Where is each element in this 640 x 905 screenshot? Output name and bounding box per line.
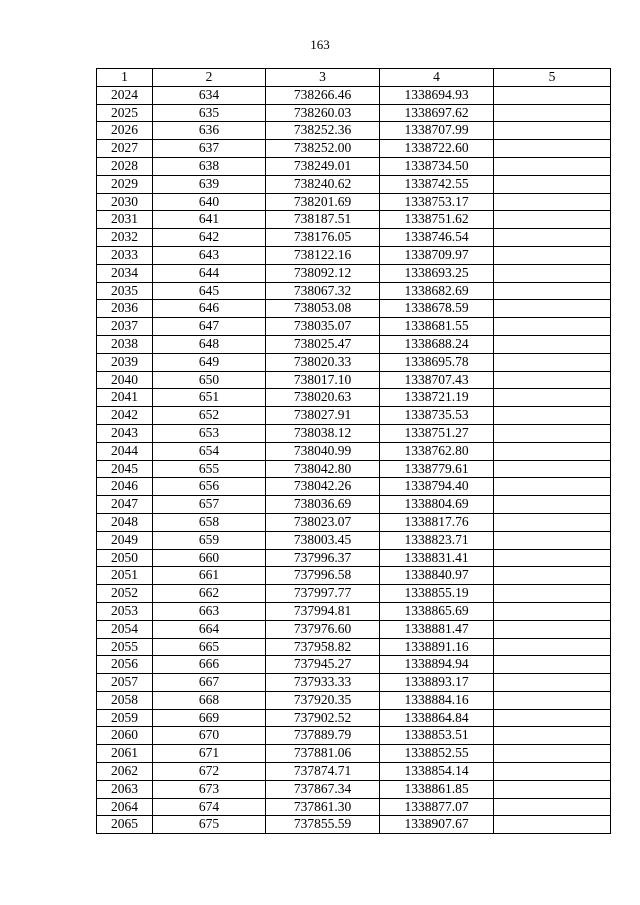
table-cell: 738027.91: [266, 407, 380, 425]
table-cell: [494, 816, 611, 834]
table-cell: [494, 122, 611, 140]
table-cell: 647: [153, 318, 266, 336]
table-cell: 1338840.97: [380, 567, 494, 585]
table-cell: 1338746.54: [380, 229, 494, 247]
table-cell: [494, 424, 611, 442]
table-cell: 652: [153, 407, 266, 425]
table-cell: 665: [153, 638, 266, 656]
table-cell: 738053.08: [266, 300, 380, 318]
table-cell: 1338855.19: [380, 585, 494, 603]
table-row: [97, 86, 611, 104]
table-cell: 2032: [97, 229, 153, 247]
table-row: [97, 638, 611, 656]
table-cell: 737958.82: [266, 638, 380, 656]
table-row: [97, 442, 611, 460]
table-cell: 2063: [97, 780, 153, 798]
table-cell: 738249.01: [266, 157, 380, 175]
table-cell: 738020.63: [266, 389, 380, 407]
table-cell: 675: [153, 816, 266, 834]
table-cell: 738017.10: [266, 371, 380, 389]
table-cell: 1338688.24: [380, 335, 494, 353]
table-cell: 657: [153, 496, 266, 514]
table-cell: 738187.51: [266, 211, 380, 229]
table-row: [97, 211, 611, 229]
table-cell: 738020.33: [266, 353, 380, 371]
table-cell: [494, 674, 611, 692]
table-cell: 738240.62: [266, 175, 380, 193]
table-row: [97, 798, 611, 816]
table-cell: 1338893.17: [380, 674, 494, 692]
table-cell: 668: [153, 691, 266, 709]
table-cell: 1338861.85: [380, 780, 494, 798]
table-cell: 639: [153, 175, 266, 193]
table-cell: 2038: [97, 335, 153, 353]
table-cell: 737881.06: [266, 745, 380, 763]
table-cell: 2060: [97, 727, 153, 745]
table-cell: [494, 798, 611, 816]
table-cell: 1338891.16: [380, 638, 494, 656]
table-cell: 645: [153, 282, 266, 300]
table-cell: 738038.12: [266, 424, 380, 442]
table-cell: 737867.34: [266, 780, 380, 798]
table-row: [97, 620, 611, 638]
table-cell: 2059: [97, 709, 153, 727]
table-cell: 2051: [97, 567, 153, 585]
table-cell: 642: [153, 229, 266, 247]
table-cell: [494, 531, 611, 549]
table-cell: [494, 211, 611, 229]
table-cell: 653: [153, 424, 266, 442]
table-row: [97, 246, 611, 264]
table-cell: 738122.16: [266, 246, 380, 264]
table-row: [97, 513, 611, 531]
table-cell: 1338881.47: [380, 620, 494, 638]
table-cell: 2044: [97, 442, 153, 460]
table-header-row: [97, 69, 611, 87]
table-cell: 640: [153, 193, 266, 211]
table-cell: [494, 300, 611, 318]
table-cell: 738036.69: [266, 496, 380, 514]
table-row: [97, 585, 611, 603]
table-cell: 2036: [97, 300, 153, 318]
table-cell: 1338734.50: [380, 157, 494, 175]
table-cell: 2025: [97, 104, 153, 122]
table-cell: 662: [153, 585, 266, 603]
table-cell: 1338681.55: [380, 318, 494, 336]
table-cell: 738025.47: [266, 335, 380, 353]
table-cell: [494, 389, 611, 407]
table-cell: [494, 157, 611, 175]
table-cell: 2055: [97, 638, 153, 656]
table-cell: 2029: [97, 175, 153, 193]
table-cell: 1338884.16: [380, 691, 494, 709]
table-cell: 1338678.59: [380, 300, 494, 318]
table-cell: 654: [153, 442, 266, 460]
table-row: [97, 460, 611, 478]
table-row: [97, 229, 611, 247]
table-cell: 1338877.07: [380, 798, 494, 816]
table-cell: 2062: [97, 763, 153, 781]
table-row: [97, 104, 611, 122]
table-cell: 2027: [97, 140, 153, 158]
table-cell: 2061: [97, 745, 153, 763]
table-cell: 2039: [97, 353, 153, 371]
table-cell: 738266.46: [266, 86, 380, 104]
table-cell: 737945.27: [266, 656, 380, 674]
table-row: [97, 300, 611, 318]
table-cell: 737996.58: [266, 567, 380, 585]
table-cell: 646: [153, 300, 266, 318]
table-cell: 667: [153, 674, 266, 692]
table-cell: 1338751.27: [380, 424, 494, 442]
table-cell: 2033: [97, 246, 153, 264]
table-row: [97, 318, 611, 336]
table-cell: 2034: [97, 264, 153, 282]
table-cell: [494, 460, 611, 478]
table-row: [97, 478, 611, 496]
table-cell: [494, 318, 611, 336]
table-cell: 738252.00: [266, 140, 380, 158]
table-cell: [494, 104, 611, 122]
table-cell: 2041: [97, 389, 153, 407]
table-cell: [494, 193, 611, 211]
table-cell: 1338722.60: [380, 140, 494, 158]
table-cell: [494, 353, 611, 371]
table-row: [97, 567, 611, 585]
table-cell: 738035.07: [266, 318, 380, 336]
table-cell: [494, 407, 611, 425]
column-header: 4: [380, 69, 494, 87]
column-header: 3: [266, 69, 380, 87]
table-cell: 1338864.84: [380, 709, 494, 727]
table-cell: 738040.99: [266, 442, 380, 460]
table-cell: [494, 478, 611, 496]
table-cell: 664: [153, 620, 266, 638]
table-cell: 2047: [97, 496, 153, 514]
table-cell: 2053: [97, 602, 153, 620]
table-cell: 738176.05: [266, 229, 380, 247]
table-cell: [494, 763, 611, 781]
table-cell: 663: [153, 602, 266, 620]
table-cell: 1338721.19: [380, 389, 494, 407]
table-cell: [494, 567, 611, 585]
table-cell: [494, 496, 611, 514]
table-cell: 648: [153, 335, 266, 353]
table-row: [97, 727, 611, 745]
table-cell: 669: [153, 709, 266, 727]
table-cell: 1338831.41: [380, 549, 494, 567]
table-cell: 661: [153, 567, 266, 585]
table-cell: 1338817.76: [380, 513, 494, 531]
table-cell: 2054: [97, 620, 153, 638]
table-cell: 1338853.51: [380, 727, 494, 745]
table-cell: 1338865.69: [380, 602, 494, 620]
table-cell: 2043: [97, 424, 153, 442]
table-cell: 2049: [97, 531, 153, 549]
table-row: [97, 122, 611, 140]
table-cell: [494, 513, 611, 531]
table-cell: 2048: [97, 513, 153, 531]
table-cell: 1338762.80: [380, 442, 494, 460]
table-cell: 1338707.99: [380, 122, 494, 140]
table-cell: 644: [153, 264, 266, 282]
table-cell: 2040: [97, 371, 153, 389]
table-cell: 1338753.17: [380, 193, 494, 211]
table-cell: 1338742.55: [380, 175, 494, 193]
table-row: [97, 424, 611, 442]
table-cell: 2028: [97, 157, 153, 175]
table-cell: 737861.30: [266, 798, 380, 816]
table-cell: 635: [153, 104, 266, 122]
table-row: [97, 335, 611, 353]
table-cell: 2026: [97, 122, 153, 140]
table-cell: 2057: [97, 674, 153, 692]
table-cell: 738067.32: [266, 282, 380, 300]
column-header: 1: [97, 69, 153, 87]
table-row: [97, 282, 611, 300]
table-cell: 2065: [97, 816, 153, 834]
table-row: [97, 371, 611, 389]
table-cell: 738023.07: [266, 513, 380, 531]
table-cell: [494, 638, 611, 656]
table-cell: 2030: [97, 193, 153, 211]
table-cell: [494, 86, 611, 104]
table-cell: 1338697.62: [380, 104, 494, 122]
table-cell: 656: [153, 478, 266, 496]
table-cell: 634: [153, 86, 266, 104]
table-cell: [494, 709, 611, 727]
table-cell: 636: [153, 122, 266, 140]
table-cell: 2046: [97, 478, 153, 496]
table-cell: 643: [153, 246, 266, 264]
table-cell: [494, 585, 611, 603]
table-cell: 2035: [97, 282, 153, 300]
table-cell: 641: [153, 211, 266, 229]
table-cell: [494, 691, 611, 709]
table-cell: 671: [153, 745, 266, 763]
table-cell: 637: [153, 140, 266, 158]
table-cell: [494, 442, 611, 460]
table-cell: 738201.69: [266, 193, 380, 211]
table-cell: 660: [153, 549, 266, 567]
table-cell: 673: [153, 780, 266, 798]
table-row: [97, 709, 611, 727]
table-cell: 738042.80: [266, 460, 380, 478]
table-cell: [494, 727, 611, 745]
table-cell: 674: [153, 798, 266, 816]
table-cell: [494, 656, 611, 674]
table-row: [97, 353, 611, 371]
table-row: [97, 496, 611, 514]
table-cell: 670: [153, 727, 266, 745]
table-cell: 737994.81: [266, 602, 380, 620]
table-cell: 2042: [97, 407, 153, 425]
table-row: [97, 157, 611, 175]
table-cell: [494, 175, 611, 193]
table-cell: [494, 140, 611, 158]
table-cell: 737902.52: [266, 709, 380, 727]
table-cell: 659: [153, 531, 266, 549]
column-header: 5: [494, 69, 611, 87]
table-cell: [494, 282, 611, 300]
table-cell: 1338735.53: [380, 407, 494, 425]
table-cell: [494, 246, 611, 264]
table-cell: 1338907.67: [380, 816, 494, 834]
table-cell: 1338682.69: [380, 282, 494, 300]
table-cell: 658: [153, 513, 266, 531]
table-cell: 649: [153, 353, 266, 371]
table-cell: 738092.12: [266, 264, 380, 282]
table-cell: [494, 229, 611, 247]
table-cell: 2058: [97, 691, 153, 709]
table-row: [97, 763, 611, 781]
table-body: [97, 86, 611, 833]
table-cell: [494, 780, 611, 798]
table-row: [97, 691, 611, 709]
table-row: [97, 674, 611, 692]
table-row: [97, 816, 611, 834]
table-row: [97, 264, 611, 282]
table-cell: 2050: [97, 549, 153, 567]
table-cell: 737920.35: [266, 691, 380, 709]
table-cell: [494, 371, 611, 389]
table-cell: 737855.59: [266, 816, 380, 834]
table-cell: 2064: [97, 798, 153, 816]
table-cell: 1338794.40: [380, 478, 494, 496]
table-row: [97, 602, 611, 620]
table-cell: 651: [153, 389, 266, 407]
table-cell: 1338852.55: [380, 745, 494, 763]
table-cell: 738252.36: [266, 122, 380, 140]
table-cell: 2052: [97, 585, 153, 603]
table-cell: 738260.03: [266, 104, 380, 122]
table-cell: 638: [153, 157, 266, 175]
table-cell: 672: [153, 763, 266, 781]
table-cell: 2045: [97, 460, 153, 478]
table-row: [97, 531, 611, 549]
table-row: [97, 656, 611, 674]
column-header: 2: [153, 69, 266, 87]
table-row: [97, 389, 611, 407]
table-cell: 1338894.94: [380, 656, 494, 674]
table-row: [97, 780, 611, 798]
table-cell: 2037: [97, 318, 153, 336]
table-cell: 737997.77: [266, 585, 380, 603]
page-number: 163: [310, 37, 330, 52]
table-cell: 1338709.97: [380, 246, 494, 264]
table-cell: 655: [153, 460, 266, 478]
table-cell: 738003.45: [266, 531, 380, 549]
table-cell: [494, 549, 611, 567]
table-row: [97, 193, 611, 211]
table-cell: 2056: [97, 656, 153, 674]
table-cell: 1338707.43: [380, 371, 494, 389]
table-cell: 1338695.78: [380, 353, 494, 371]
coordinates-table: [96, 68, 611, 834]
table-cell: 2031: [97, 211, 153, 229]
table-cell: 737976.60: [266, 620, 380, 638]
table-cell: 1338823.71: [380, 531, 494, 549]
table-cell: 738042.26: [266, 478, 380, 496]
table-cell: 737889.79: [266, 727, 380, 745]
table-cell: 737874.71: [266, 763, 380, 781]
table-cell: 1338854.14: [380, 763, 494, 781]
table-cell: [494, 745, 611, 763]
table-cell: 1338694.93: [380, 86, 494, 104]
table-cell: [494, 602, 611, 620]
table-row: [97, 140, 611, 158]
table-cell: 1338751.62: [380, 211, 494, 229]
table-cell: [494, 264, 611, 282]
table-cell: [494, 620, 611, 638]
table-cell: 1338779.61: [380, 460, 494, 478]
table-cell: 2024: [97, 86, 153, 104]
table-row: [97, 549, 611, 567]
table-cell: 737933.33: [266, 674, 380, 692]
table-cell: 737996.37: [266, 549, 380, 567]
table-cell: [494, 335, 611, 353]
table-cell: 1338693.25: [380, 264, 494, 282]
table-row: [97, 175, 611, 193]
table-cell: 1338804.69: [380, 496, 494, 514]
table-cell: 650: [153, 371, 266, 389]
table-row: [97, 407, 611, 425]
table-row: [97, 745, 611, 763]
table-cell: 666: [153, 656, 266, 674]
